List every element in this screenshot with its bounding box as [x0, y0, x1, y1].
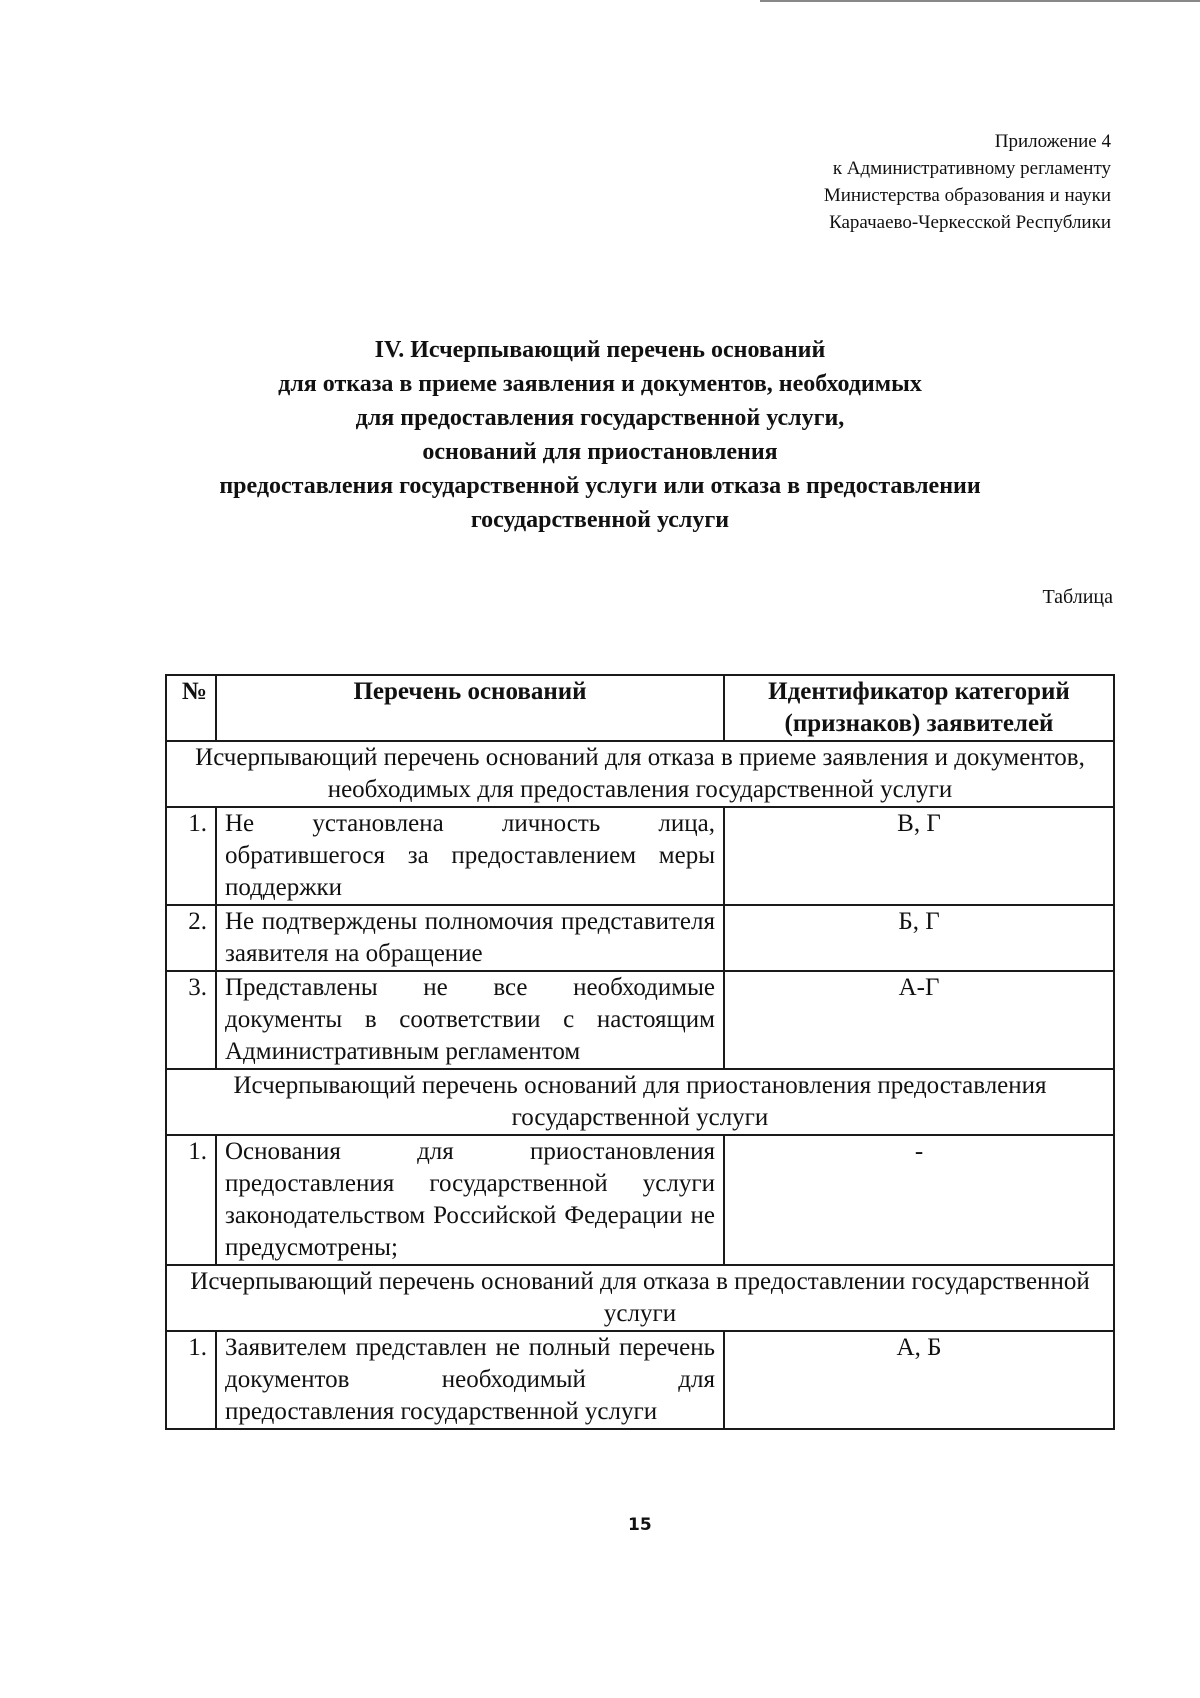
table-row: [166, 905, 1114, 971]
header-number: №: [166, 675, 216, 741]
section-row: [166, 1069, 1114, 1135]
table-label: Таблица: [1042, 586, 1113, 608]
appendix-reference: [824, 128, 1111, 236]
appendix-line: к Административному регламенту: [832, 158, 1111, 179]
row-grounds: Заявителем представлен не полный перечень документов необходимый для предоставления государственной услуги: [216, 1331, 724, 1429]
table-row: [166, 807, 1114, 905]
row-number: 2.: [166, 905, 216, 971]
table-row: [166, 1135, 1114, 1265]
header-grounds: Перечень оснований: [216, 675, 724, 741]
row-category: А-Г: [724, 971, 1114, 1069]
title-line: предоставления государственной услуги или отказа в предоставлении: [219, 473, 981, 499]
section-title-cell: Исчерпывающий перечень оснований для отказа в предоставлении государственной услуги: [166, 1265, 1114, 1331]
section-title-cell: Исчерпывающий перечень оснований для отказа в приеме заявления и документов, необходимых для предоставления государственной услуги: [166, 741, 1114, 807]
row-grounds: Не подтверждены полномочия представителя заявителя на обращение: [216, 905, 724, 971]
row-grounds: Основания для приостановления предоставления государственной услуги законодательством Российской Федерации не предусмотрены;: [216, 1135, 724, 1265]
row-category: Б, Г: [724, 905, 1114, 971]
appendix-line: Карачаево-Черкесской Республики: [829, 212, 1111, 233]
section-row: [166, 741, 1114, 807]
title-line: оснований для приостановления: [422, 439, 778, 465]
section-row: [166, 1265, 1114, 1331]
table-row: [166, 1331, 1114, 1429]
section-title: [130, 333, 1070, 537]
table-row: [166, 971, 1114, 1069]
row-number: 1.: [166, 1331, 216, 1429]
appendix-line: Министерства образования и науки: [823, 185, 1111, 206]
title-line: для предоставления государственной услуги,: [355, 405, 845, 431]
appendix-line: Приложение 4: [994, 131, 1111, 152]
title-line: для отказа в приеме заявления и документов, необходимых: [278, 371, 922, 397]
table-header-row: [166, 675, 1114, 741]
section-title-cell: Исчерпывающий перечень оснований для приостановления предоставления государственной услуги: [166, 1069, 1114, 1135]
row-category: -: [724, 1135, 1114, 1265]
title-line: государственной услуги: [470, 507, 730, 533]
row-category: А, Б: [724, 1331, 1114, 1429]
title-line: IV. Исчерпывающий перечень оснований: [374, 337, 826, 363]
grounds-table: [165, 674, 1115, 1430]
row-number: 1.: [166, 807, 216, 905]
row-number: 3.: [166, 971, 216, 1069]
scan-top-edge: [760, 0, 1200, 2]
row-grounds: Не установлена личность лица, обратившегося за предоставлением меры поддержки: [216, 807, 724, 905]
row-category: В, Г: [724, 807, 1114, 905]
header-identifier: Идентификатор категорий (признаков) заявителей: [724, 675, 1114, 741]
row-grounds: Представлены не все необходимые документы в соответствии с настоящим Административным регламентом: [216, 971, 724, 1069]
page-number: 15: [628, 1515, 652, 1535]
row-number: 1.: [166, 1135, 216, 1265]
